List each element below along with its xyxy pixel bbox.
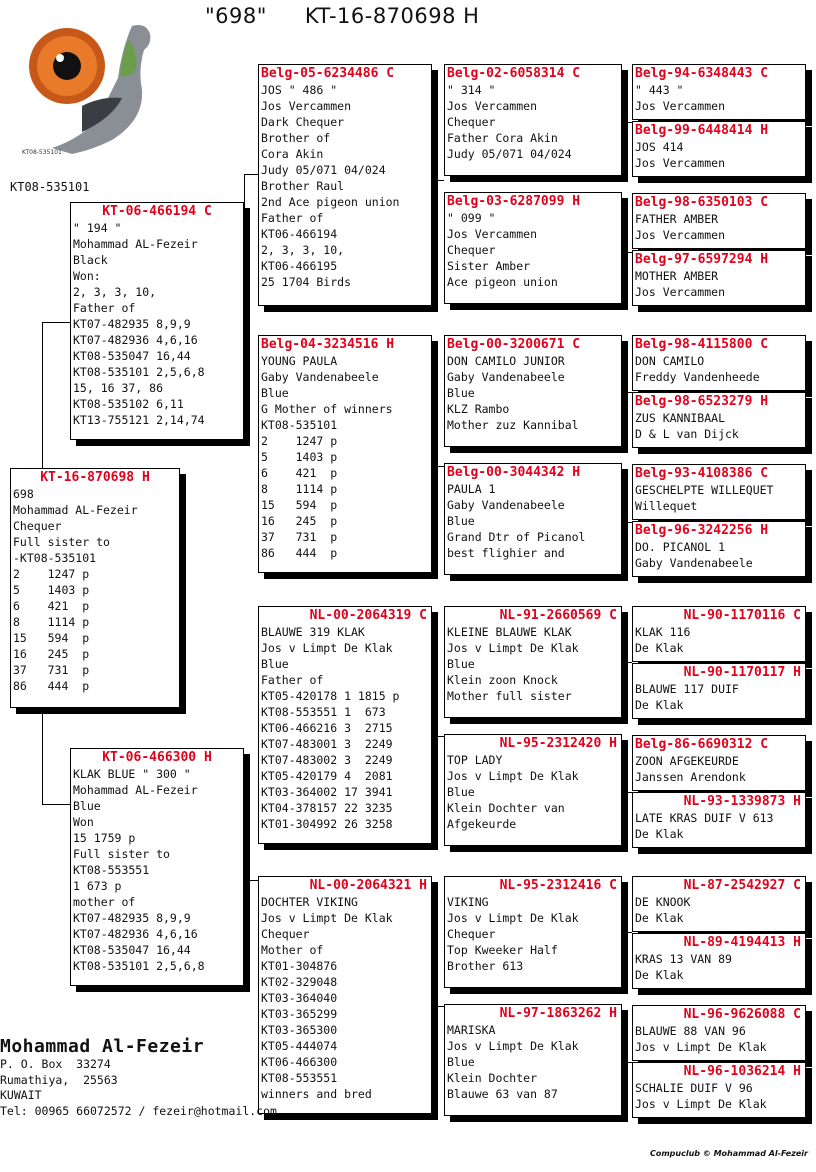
connector (42, 322, 70, 323)
card-details: TOP LADY Jos v Limpt De Klak Blue Klein Dochter van Afgekeurde (447, 753, 579, 831)
card-details: BLAUWE 88 VAN 96 Jos v Limpt De Klak (635, 1024, 767, 1054)
ring-number: NL-00-2064321 H (309, 878, 427, 893)
card-details: " 443 " Jos Vercammen (635, 83, 726, 113)
card-details: DON CAMILO JUNIOR Gaby Vandenabeele Blue KLZ Rambo Mother zuz Kannibal (447, 354, 579, 432)
owner-address: P. O. Box 33274 Rumathiya, 25563 KUWAIT Tel: 00965 66072572 / fezeir@hotmail.com (0, 1057, 277, 1118)
ring-number: Belg-00-3200671 C (447, 337, 581, 352)
pedigree-card-sds[interactable] (444, 335, 622, 447)
pedigree-card-ssds[interactable] (632, 193, 806, 249)
card-details: VIKING Jos v Limpt De Klak Chequer Top Kweeker Half Brother 613 (447, 895, 579, 973)
pedigree-card-ssdd[interactable] (632, 250, 806, 306)
card-details: KLAK 116 De Klak (635, 625, 691, 655)
pedigree-card-dd[interactable] (258, 876, 432, 1114)
pedigree-card-ss[interactable] (258, 64, 432, 306)
card-details: DON CAMILO Freddy Vandenheede (635, 354, 760, 384)
ring-number: Belg-99-6448414 H (635, 123, 769, 138)
eye-and-pigeon-logo (12, 16, 172, 164)
connector (244, 880, 258, 881)
pedigree-card-sd[interactable] (258, 335, 432, 573)
pedigree-card-sdsd[interactable] (632, 392, 806, 448)
pedigree-card-dsd[interactable] (444, 734, 622, 846)
card-details: " 099 " Jos Vercammen Chequer Sister Amber Ace pigeon union (447, 211, 558, 289)
ring-number: Belg-94-6348443 C (635, 66, 769, 81)
connector (244, 780, 245, 880)
owner-contact (0, 1036, 277, 1119)
card-details: DE KNOOK De Klak (635, 895, 691, 925)
pedigree-card-dds[interactable] (444, 876, 622, 988)
ring-number: Belg-86-6690312 C (635, 737, 769, 752)
ring-number: NL-90-1170116 C (683, 608, 801, 623)
card-details: KRAS 13 VAN 89 De Klak (635, 952, 732, 982)
ring-number: Belg-96-3242256 H (635, 523, 769, 538)
connector (432, 736, 444, 737)
pedigree-card-sire[interactable] (70, 202, 244, 440)
pedigree-title (205, 4, 517, 28)
pedigree-card-dddd[interactable] (632, 1062, 806, 1118)
card-details: GESCHELPTE WILLEQUET Willequet (635, 483, 774, 513)
pedigree-card-ddd[interactable] (444, 1004, 622, 1116)
pedigree-card-sdds[interactable] (632, 464, 806, 520)
card-details: BLAUWE 117 DUIF De Klak (635, 682, 739, 712)
pedigree-card-ddds[interactable] (632, 1005, 806, 1061)
connector (42, 322, 43, 468)
ring-number: NL-93-1339873 H (683, 794, 801, 809)
connector (244, 174, 245, 324)
pedigree-card-dsss[interactable] (632, 606, 806, 662)
pedigree-card-ssd[interactable] (444, 192, 622, 304)
card-details: YOUNG PAULA Gaby Vandenabeele Blue G Mother of winners KT08-535101 2 1247 p 5 1403 p 6 421 p 8 1114 p 15 594 p 16 245 p 37 731 p 86 444 p (261, 354, 393, 560)
connector (244, 174, 258, 175)
ring-number: NL-97-1863262 H (499, 1006, 617, 1021)
footer-credit: Compuclub © Mohammad Al-Fezeir (649, 1149, 808, 1158)
pedigree-card-sddd[interactable] (632, 521, 806, 577)
card-details: KLEINE BLAUWE KLAK Jos v Limpt De Klak Blue Klein zoon Knock Mother full sister (447, 625, 579, 703)
ring-number: Belg-98-6350103 C (635, 195, 769, 210)
pedigree-card-ddss[interactable] (632, 876, 806, 932)
card-details: JOS 414 Jos Vercammen (635, 140, 726, 170)
pigeon-name: "698" (205, 4, 267, 28)
pedigree-card-sdss[interactable] (632, 335, 806, 391)
ring-number: KT-06-466194 C (102, 204, 212, 219)
connector (432, 466, 444, 467)
ring-number: Belg-93-4108386 C (635, 466, 769, 481)
pedigree-card-sssd[interactable] (632, 121, 806, 177)
ring-number: Belg-97-6597294 H (635, 252, 769, 267)
ring-number: NL-91-2660569 C (499, 608, 617, 623)
ring-number: NL-95-2312416 C (499, 878, 617, 893)
card-details: MARISKA Jos v Limpt De Klak Blue Klein Dochter Blauwe 63 van 87 (447, 1023, 579, 1101)
pedigree-card-ddsd[interactable] (632, 933, 806, 989)
connector (432, 1006, 444, 1007)
pedigree-card-sdd[interactable] (444, 463, 622, 575)
pedigree-card-dss[interactable] (444, 606, 622, 718)
ring-number: NL-96-9626088 C (683, 1007, 801, 1022)
ring-number: NL-89-4194413 H (683, 935, 801, 950)
card-details: FATHER AMBER Jos Vercammen (635, 212, 726, 242)
ring-number: KT-16-870698 H (40, 470, 150, 485)
card-details: PAULA 1 Gaby Vandenabeele Blue Grand Dtr of Picanol best flighier and (447, 482, 586, 560)
card-details: ZOON AFGEKEURDE Janssen Arendonk (635, 754, 746, 784)
ring-number: NL-87-2542927 C (683, 878, 801, 893)
owner-name: Mohammad Al-Fezeir (0, 1036, 205, 1057)
logo-ring-label: KT08-535101 (10, 180, 90, 194)
card-details: MOTHER AMBER Jos Vercammen (635, 269, 726, 299)
logo-ring-text: KT08-535101 (22, 149, 62, 156)
ring-number: Belg-05-6234486 C (261, 66, 395, 81)
pedigree-card-ds[interactable] (258, 606, 432, 844)
ring-number: NL-00-2064319 C (309, 608, 427, 623)
card-details: KLAK BLUE " 300 " Mohammad AL-Fezeir Blue Won 15 1759 p Full sister to KT08-553551 1 673 p mother of KT07-482935 8,9,9 KT07-482936 4,6,16 KT08-535047 16,44 KT08-535101 2,5,6,8 (73, 767, 205, 973)
ring-number: NL-95-2312420 H (499, 736, 617, 751)
pedigree-card-ssss[interactable] (632, 64, 806, 120)
card-details: DOCHTER VIKING Jos v Limpt De Klak Chequer Mother of KT01-304876 KT02-329048 KT03-364040 KT03-365299 KT03-365300 KT05-444074 KT06-466300 KT08-553551 winners and bred (261, 895, 393, 1101)
pigeon-ring: KT-16-870698 H (304, 4, 480, 28)
ring-number: Belg-00-3044342 H (447, 465, 581, 480)
card-details: JOS " 486 " Jos Vercammen Dark Chequer Brother of Cora Akin Judy 05/071 04/024 Brother Raul 2nd Ace pigeon union Father of KT06-466194 2, 3, 3, 10, KT06-466195 25 1704 Birds (261, 83, 400, 289)
ring-number: Belg-04-3234516 H (261, 337, 395, 352)
pedigree-card-dsdd[interactable] (632, 792, 806, 848)
pedigree-card-sss[interactable] (444, 64, 622, 176)
card-details: LATE KRAS DUIF V 613 De Klak (635, 811, 774, 841)
connector (432, 180, 444, 181)
ring-number: NL-96-1036214 H (683, 1064, 801, 1079)
ring-number: KT-06-466300 H (102, 750, 212, 765)
card-details: 698 Mohammad AL-Fezeir Chequer Full sister to -KT08-535101 2 1247 p 5 1403 p 6 421 p 8 1114 p 15 594 p 16 245 p 37 731 p 86 444 p (13, 487, 138, 693)
card-details: ZUS KANNIBAAL D & L van Dijck (635, 411, 739, 441)
pedigree-card-dsds[interactable] (632, 735, 806, 791)
pedigree-card-dam[interactable] (70, 748, 244, 986)
pedigree-card-subject[interactable] (10, 468, 180, 708)
connector (42, 710, 43, 804)
card-details: " 314 " Jos Vercammen Chequer Father Cora Akin Judy 05/071 04/024 (447, 83, 572, 161)
card-details: SCHALIE DUIF V 96 Jos v Limpt De Klak (635, 1081, 767, 1111)
card-details: DO. PICANOL 1 Gaby Vandenabeele (635, 540, 753, 570)
card-details: " 194 " Mohammad AL-Fezeir Black Won: 2, 3, 3, 10, Father of KT07-482935 8,9,9 KT07-482936 4,6,16 KT08-535047 16,44 KT08-535101 2,5,6,8 15, 16 37, 86 KT08-535102 6,11 KT13-755121 2,14,74 (73, 221, 205, 427)
card-details: BLAUWE 319 KLAK Jos v Limpt De Klak Blue Father of KT05-420178 1 1815 p KT08-553551 1 673 KT06-466216 3 2715 KT07-483001 3 2249 KT07-483002 3 2249 KT05-420179 4 2081 KT03-364002 17 3941 KT04-378157 22 3235 KT01-304992 26 3258 (261, 625, 400, 831)
ring-number: Belg-98-4115800 C (635, 337, 769, 352)
ring-number: Belg-03-6287099 H (447, 194, 581, 209)
pedigree-card-dssd[interactable] (632, 663, 806, 719)
ring-number: Belg-02-6058314 C (447, 66, 581, 81)
ring-number: NL-90-1170117 H (683, 665, 801, 680)
connector (42, 804, 70, 805)
ring-number: Belg-98-6523279 H (635, 394, 769, 409)
